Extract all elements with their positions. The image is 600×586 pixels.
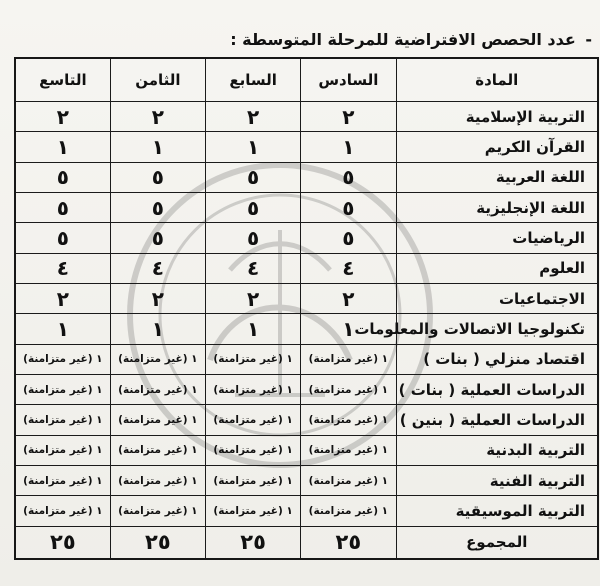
sixth-grade-cell: ١ (301, 314, 396, 344)
seventh-grade-cell: ١ (غير متزامنة) (206, 496, 301, 526)
subject-cell: تكنولوجيا الاتصالات والمعلومات (396, 314, 598, 344)
ninth-grade-cell: ٥ (15, 192, 110, 222)
eighth-grade-cell: ٢ (110, 283, 205, 313)
ninth-grade-cell: ٥ (15, 162, 110, 192)
title-text: عدد الحصص الافتراضية للمرحلة المتوسطة : (230, 30, 576, 49)
subject-cell: اقتصاد منزلي ( بنات ) (396, 344, 598, 374)
seventh-grade-cell: ١ (غير متزامنة) (206, 465, 301, 495)
subject-cell: الرياضيات (396, 223, 598, 253)
subject-cell: الاجتماعيات (396, 283, 598, 313)
seventh-grade-cell: ١ (206, 132, 301, 162)
table-row (15, 192, 598, 222)
subject-cell: اللغة العربية (396, 162, 598, 192)
eighth-grade-cell: ١ (110, 132, 205, 162)
eighth-grade-total-cell: ٢٥ (110, 526, 205, 559)
header-ninth: التاسع (15, 58, 110, 102)
sixth-grade-cell: ٢ (301, 102, 396, 132)
table-row (15, 405, 598, 435)
sixth-grade-cell: ٤ (301, 253, 396, 283)
seventh-grade-cell: ١ (غير متزامنة) (206, 374, 301, 404)
eighth-grade-cell: ١ (غير متزامنة) (110, 496, 205, 526)
subject-cell: القرآن الكريم (396, 132, 598, 162)
seventh-grade-cell: ٤ (206, 253, 301, 283)
ninth-grade-cell: ٥ (15, 223, 110, 253)
ninth-grade-cell: ١ (غير متزامنة) (15, 344, 110, 374)
table-row (15, 283, 598, 313)
table-row (15, 435, 598, 465)
seventh-grade-cell: ٥ (206, 192, 301, 222)
eighth-grade-cell: ٤ (110, 253, 205, 283)
table-row (15, 223, 598, 253)
subject-cell: الدراسات العملية ( بنين ) (396, 405, 598, 435)
table-row (15, 102, 598, 132)
seventh-grade-cell: ٢ (206, 102, 301, 132)
sixth-grade-cell: ١ (غير متزامنة) (301, 344, 396, 374)
lessons-table-wrapper (14, 57, 597, 560)
header-sixth: السادس (301, 58, 396, 102)
subject-cell: الدراسات العملية ( بنات ) (396, 374, 598, 404)
virtual-lessons-table (14, 57, 599, 560)
total-row (15, 526, 598, 559)
sixth-grade-cell: ١ (غير متزامنة) (301, 435, 396, 465)
ninth-grade-cell: ٢ (15, 102, 110, 132)
table-row (15, 132, 598, 162)
eighth-grade-cell: ١ (غير متزامنة) (110, 435, 205, 465)
sixth-grade-cell: ٥ (301, 162, 396, 192)
title-prefix: - (585, 30, 592, 49)
table-row (15, 253, 598, 283)
sixth-grade-cell: ١ (غير متزامنة) (301, 374, 396, 404)
document-title (232, 30, 592, 54)
ninth-grade-cell: ١ (15, 132, 110, 162)
eighth-grade-cell: ١ (غير متزامنة) (110, 465, 205, 495)
table-header-row (15, 58, 598, 102)
seventh-grade-cell: ٥ (206, 162, 301, 192)
subject-cell: التربية الإسلامية (396, 102, 598, 132)
ninth-grade-total-cell: ٢٥ (15, 526, 110, 559)
sixth-grade-cell: ١ (غير متزامنة) (301, 496, 396, 526)
sixth-grade-total-cell: ٢٥ (301, 526, 396, 559)
subject-cell: العلوم (396, 253, 598, 283)
eighth-grade-cell: ٥ (110, 192, 205, 222)
subject-cell: التربية الفنية (396, 465, 598, 495)
seventh-grade-cell: ١ (206, 314, 301, 344)
subject-cell: التربية البدنية (396, 435, 598, 465)
seventh-grade-total-cell: ٢٥ (206, 526, 301, 559)
subject-cell: اللغة الإنجليزية (396, 192, 598, 222)
seventh-grade-cell: ٥ (206, 223, 301, 253)
eighth-grade-cell: ١ (غير متزامنة) (110, 405, 205, 435)
ninth-grade-cell: ١ (غير متزامنة) (15, 374, 110, 404)
table-row (15, 344, 598, 374)
seventh-grade-cell: ٢ (206, 283, 301, 313)
ninth-grade-cell: ٤ (15, 253, 110, 283)
ninth-grade-cell: ٢ (15, 283, 110, 313)
eighth-grade-cell: ١ (110, 314, 205, 344)
sixth-grade-cell: ٢ (301, 283, 396, 313)
seventh-grade-cell: ١ (غير متزامنة) (206, 344, 301, 374)
total-label-cell: المجموع (396, 526, 598, 559)
sixth-grade-cell: ٥ (301, 192, 396, 222)
seventh-grade-cell: ١ (غير متزامنة) (206, 405, 301, 435)
ninth-grade-cell: ١ (غير متزامنة) (15, 465, 110, 495)
table-row (15, 314, 598, 344)
header-eighth: الثامن (110, 58, 205, 102)
ninth-grade-cell: ١ (15, 314, 110, 344)
seventh-grade-cell: ١ (غير متزامنة) (206, 435, 301, 465)
sixth-grade-cell: ٥ (301, 223, 396, 253)
table-row (15, 465, 598, 495)
ninth-grade-cell: ١ (غير متزامنة) (15, 405, 110, 435)
eighth-grade-cell: ٥ (110, 223, 205, 253)
header-seventh: السابع (206, 58, 301, 102)
subject-cell: التربية الموسيقية (396, 496, 598, 526)
eighth-grade-cell: ١ (غير متزامنة) (110, 344, 205, 374)
eighth-grade-cell: ٥ (110, 162, 205, 192)
eighth-grade-cell: ١ (غير متزامنة) (110, 374, 205, 404)
table-row (15, 496, 598, 526)
table-row (15, 374, 598, 404)
sixth-grade-cell: ١ (غير متزامنة) (301, 465, 396, 495)
eighth-grade-cell: ٢ (110, 102, 205, 132)
sixth-grade-cell: ١ (غير متزامنة) (301, 405, 396, 435)
sixth-grade-cell: ١ (301, 132, 396, 162)
header-subject: المادة (396, 58, 598, 102)
ninth-grade-cell: ١ (غير متزامنة) (15, 496, 110, 526)
ninth-grade-cell: ١ (غير متزامنة) (15, 435, 110, 465)
table-row (15, 162, 598, 192)
